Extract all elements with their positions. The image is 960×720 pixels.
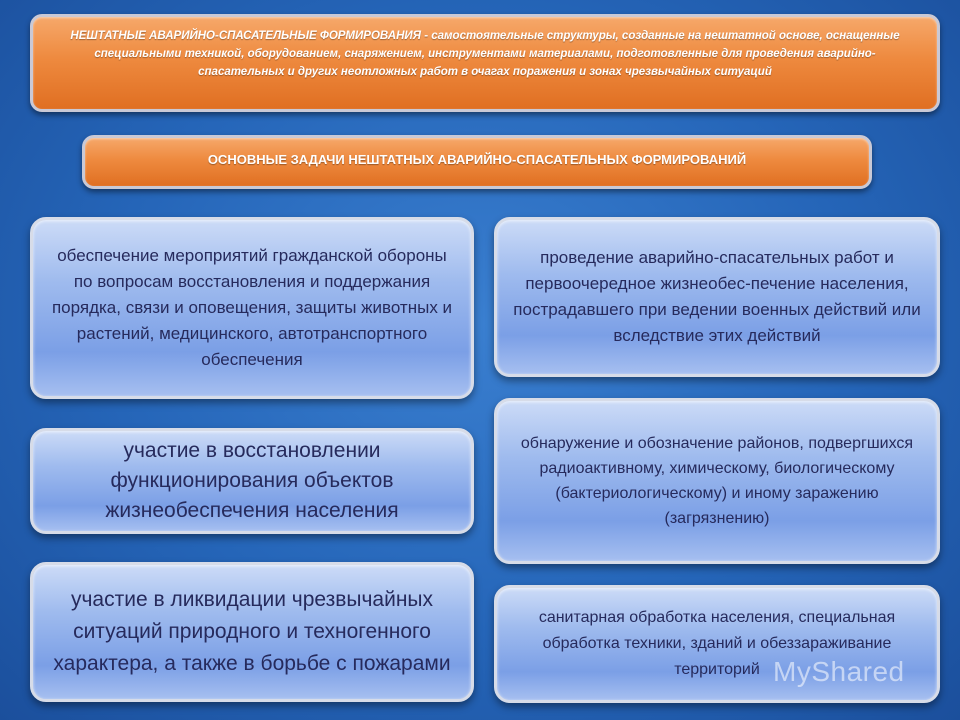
task-text: участие в восстановлении функционирования объектов жизнеобеспечения населения — [105, 439, 399, 522]
definition-text: - самостоятельные структуры, созданные на нештатной основе, оснащенные специальными техникой, оборудованием, снаряжением, инструментами материалами, подготовленные для проведения аварийно-спасательных и других неотложных работ в очагах поражения и зонах чрезвычайных ситуаций — [94, 30, 900, 78]
definition-term: НЕШТАТНЫЕ АВАРИЙНО-СПАСАТЕЛЬНЫЕ ФОРМИРОВАНИЯ — [70, 30, 422, 42]
task-text: обеспечение мероприятий гражданской обороны по вопросам восстановления и поддержания порядка, связи и оповещения, защиты животных и растений, медицинского, автотранспортного обеспечения — [51, 246, 453, 369]
task-card-rescue-works — [494, 217, 940, 377]
task-card-civil-defense — [30, 217, 474, 399]
task-text: обнаружение и обозначение районов, подвергшихся радиоактивному, химическому, биологическому (бактериологическому) и иному заражению (загрязнению) — [520, 435, 914, 527]
task-text: участие в ликвидации чрезвычайных ситуаций природного и техногенного характера, а также в борьбе с пожарами — [53, 588, 451, 675]
task-text: проведение аварийно-спасательных работ и первоочередное жизнеобес-печение населения, пострадавшего при ведении военных действий или вследствие этих действий — [513, 248, 921, 345]
tasks-header — [82, 135, 872, 189]
task-card-contamination-detection — [494, 398, 940, 564]
task-text: санитарная обработка населения, специальная обработка техники, зданий и обеззараживание территорий — [538, 609, 896, 678]
task-card-life-support-restoration — [30, 428, 474, 534]
tasks-header-label: ОСНОВНЫЕ ЗАДАЧИ НЕШТАТНЫХ АВАРИЙНО-СПАСАТЕЛЬНЫХ ФОРМИРОВАНИЙ — [207, 152, 747, 167]
task-card-emergency-liquidation — [30, 562, 474, 702]
definition-box — [30, 14, 940, 112]
watermark-logo: MyShared — [773, 656, 905, 687]
